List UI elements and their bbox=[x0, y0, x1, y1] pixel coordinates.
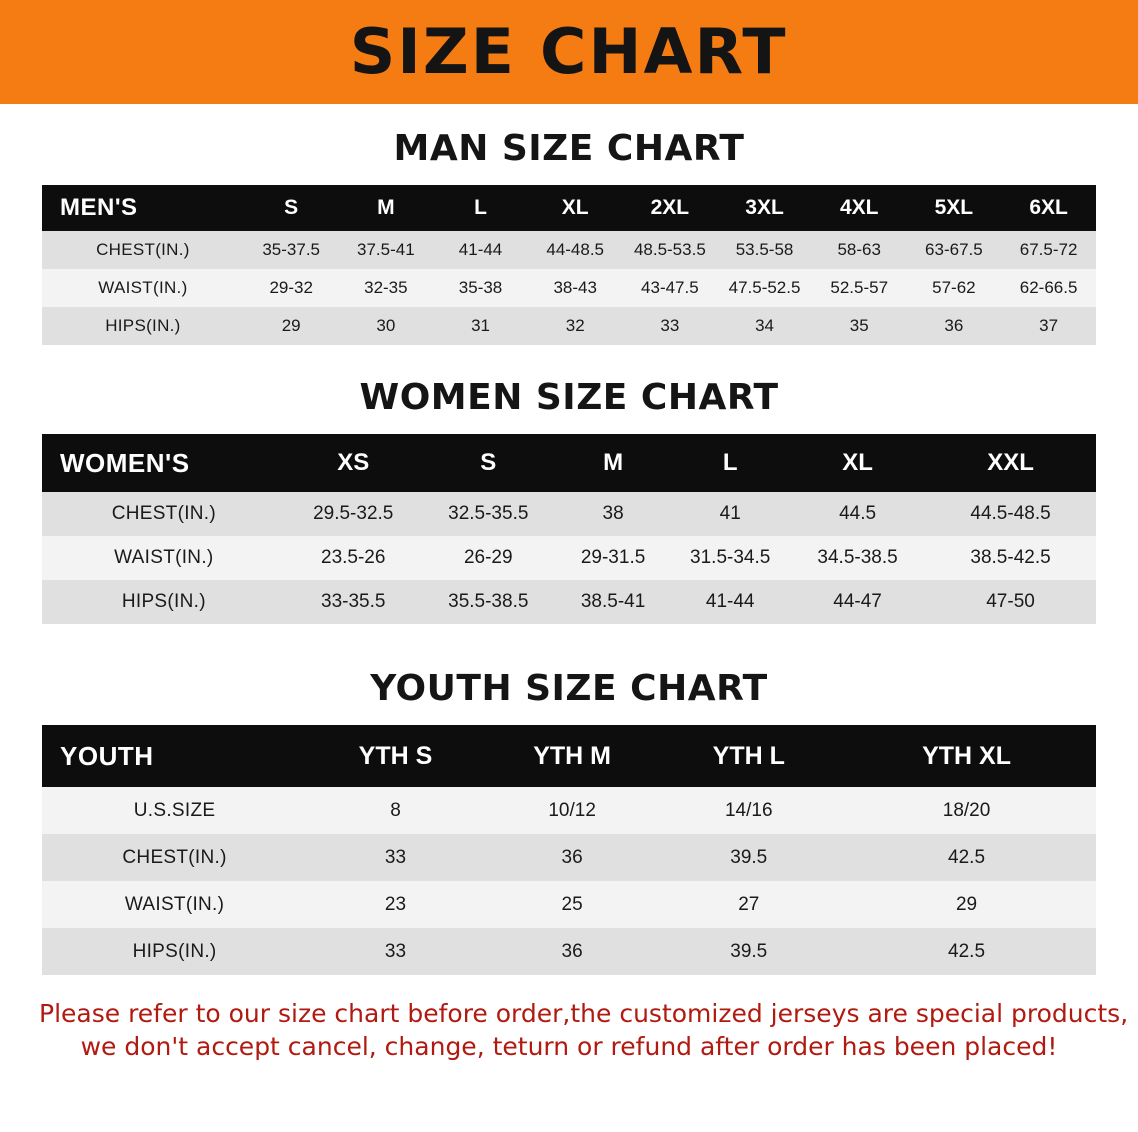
table-cell: 33 bbox=[384, 940, 407, 962]
table-cell: 26-29 bbox=[463, 547, 513, 568]
table-cell: 23 bbox=[384, 893, 407, 915]
table-cell: 36 bbox=[561, 846, 583, 868]
women-section-heading: WOMEN SIZE CHART bbox=[359, 377, 779, 418]
table-row bbox=[42, 580, 1096, 624]
column-header: 6XL bbox=[1001, 185, 1096, 231]
table-cell: 35.5-38.5 bbox=[448, 591, 529, 612]
row-label: WAIST(IN.) bbox=[124, 893, 225, 915]
table-row bbox=[42, 787, 1096, 834]
column-header: 2XL bbox=[623, 185, 718, 231]
table-cell: 63-67.5 bbox=[925, 240, 983, 259]
table-row bbox=[42, 307, 1096, 345]
column-header: XXL bbox=[925, 434, 1096, 492]
table-cell: 32-35 bbox=[364, 278, 408, 297]
column-header: YOUTH bbox=[42, 725, 307, 787]
table-cell: 30 bbox=[376, 316, 396, 335]
table-cell: 43-47.5 bbox=[641, 278, 699, 297]
table-cell: 29-32 bbox=[269, 278, 313, 297]
table-cell: 42.5 bbox=[948, 846, 986, 868]
table-cell: 48.5-53.5 bbox=[633, 240, 706, 259]
table-cell: 33 bbox=[660, 316, 680, 335]
table-cell: 44.5 bbox=[839, 503, 877, 524]
table-cell: 41-44 bbox=[458, 240, 503, 259]
table-cell: 23.5-26 bbox=[321, 547, 386, 568]
column-header: YTH XL bbox=[837, 725, 1096, 787]
table-row bbox=[42, 231, 1096, 269]
row-label: WAIST(IN.) bbox=[98, 278, 188, 297]
row-label: HIPS(IN.) bbox=[132, 940, 217, 962]
table-cell: 39.5 bbox=[730, 846, 768, 868]
table-row bbox=[42, 492, 1096, 536]
policy-note bbox=[39, 997, 1129, 1063]
column-header: M bbox=[339, 185, 434, 231]
table-cell: 35-37.5 bbox=[262, 240, 321, 259]
table-cell: 35 bbox=[849, 316, 869, 335]
table-cell: 53.5-58 bbox=[735, 240, 794, 259]
table-cell: 34 bbox=[755, 316, 774, 335]
women-table-wrapper bbox=[42, 434, 1096, 624]
table-cell: 25 bbox=[561, 893, 583, 915]
table-cell: 41 bbox=[719, 503, 741, 524]
column-header: YTH M bbox=[484, 725, 661, 787]
table-cell: 29 bbox=[955, 893, 978, 915]
table-cell: 27 bbox=[738, 893, 760, 915]
table-cell: 41-44 bbox=[705, 591, 755, 612]
column-header: 4XL bbox=[812, 185, 907, 231]
table-cell: 32 bbox=[565, 316, 585, 335]
column-header: S bbox=[244, 185, 339, 231]
youth-size-table bbox=[42, 725, 1096, 975]
row-label: HIPS(IN.) bbox=[121, 591, 206, 612]
policy-note-line-1: Please refer to our size chart before order,the customized jerseys are special products, bbox=[39, 999, 1129, 1028]
table-cell: 44-48.5 bbox=[546, 240, 605, 259]
row-label: HIPS(IN.) bbox=[105, 316, 181, 335]
table-cell: 38.5-41 bbox=[580, 591, 646, 612]
table-cell: 33 bbox=[384, 846, 407, 868]
table-cell: 37 bbox=[1039, 316, 1059, 335]
table-cell: 39.5 bbox=[730, 940, 768, 962]
column-header: 3XL bbox=[717, 185, 812, 231]
table-header-row bbox=[42, 185, 1096, 231]
table-cell: 29-31.5 bbox=[580, 547, 646, 568]
column-header: S bbox=[421, 434, 556, 492]
table-row bbox=[42, 269, 1096, 307]
youth-section-heading: YOUTH SIZE CHART bbox=[370, 668, 768, 709]
table-cell: 47-50 bbox=[986, 591, 1035, 612]
table-cell: 42.5 bbox=[948, 940, 986, 962]
table-cell: 38 bbox=[602, 503, 624, 524]
table-row bbox=[42, 928, 1096, 975]
table-cell: 31.5-34.5 bbox=[690, 547, 771, 568]
table-cell: 37.5-41 bbox=[357, 240, 415, 259]
row-label: CHEST(IN.) bbox=[122, 846, 227, 868]
table-cell: 52.5-57 bbox=[830, 278, 889, 297]
column-header: XS bbox=[286, 434, 421, 492]
table-cell: 33-35.5 bbox=[321, 591, 386, 612]
man-section-heading: MAN SIZE CHART bbox=[393, 128, 745, 169]
table-cell: 44.5-48.5 bbox=[970, 503, 1051, 524]
row-label: U.S.SIZE bbox=[133, 799, 216, 821]
table-cell: 29.5-32.5 bbox=[313, 503, 394, 524]
table-cell: 36 bbox=[944, 316, 964, 335]
table-cell: 10/12 bbox=[548, 799, 596, 821]
column-header: XL bbox=[528, 185, 623, 231]
column-header: L bbox=[433, 185, 528, 231]
table-cell: 38.5-42.5 bbox=[970, 547, 1051, 568]
man-table-wrapper bbox=[42, 185, 1096, 345]
header-banner bbox=[0, 0, 1138, 104]
table-cell: 47.5-52.5 bbox=[728, 278, 801, 297]
page-title: SIZE CHART bbox=[350, 15, 788, 88]
table-cell: 8 bbox=[390, 799, 401, 821]
table-header-row bbox=[42, 725, 1096, 787]
table-cell: 67.5-72 bbox=[1019, 240, 1078, 259]
youth-table-wrapper bbox=[42, 725, 1096, 975]
table-cell: 38-43 bbox=[553, 278, 597, 297]
table-cell: 18/20 bbox=[942, 799, 991, 821]
table-cell: 14/16 bbox=[724, 799, 773, 821]
table-cell: 29 bbox=[281, 316, 301, 335]
table-cell: 57-62 bbox=[932, 278, 976, 297]
table-row bbox=[42, 834, 1096, 881]
row-label: CHEST(IN.) bbox=[111, 503, 217, 524]
column-header: XL bbox=[790, 434, 925, 492]
table-cell: 31 bbox=[471, 316, 490, 335]
table-cell: 34.5-38.5 bbox=[817, 547, 898, 568]
table-cell: 35-38 bbox=[458, 278, 503, 297]
table-cell: 32.5-35.5 bbox=[448, 503, 529, 524]
column-header: M bbox=[556, 434, 671, 492]
women-size-table bbox=[42, 434, 1096, 624]
table-row bbox=[42, 881, 1096, 928]
policy-note-line-2: we don't accept cancel, change, teturn or refund after order has been placed! bbox=[80, 1032, 1058, 1061]
man-size-table bbox=[42, 185, 1096, 345]
table-cell: 44-47 bbox=[833, 591, 882, 612]
row-label: WAIST(IN.) bbox=[114, 547, 214, 568]
table-cell: 36 bbox=[561, 940, 583, 962]
column-header: 5XL bbox=[907, 185, 1002, 231]
table-row bbox=[42, 536, 1096, 580]
column-header: L bbox=[670, 434, 790, 492]
table-header-row bbox=[42, 434, 1096, 492]
column-header: WOMEN'S bbox=[42, 434, 286, 492]
row-label: CHEST(IN.) bbox=[96, 240, 190, 259]
column-header: YTH S bbox=[307, 725, 484, 787]
column-header: YTH L bbox=[660, 725, 837, 787]
table-cell: 58-63 bbox=[837, 240, 881, 259]
table-cell: 62-66.5 bbox=[1019, 278, 1078, 297]
column-header: MEN'S bbox=[42, 185, 244, 231]
